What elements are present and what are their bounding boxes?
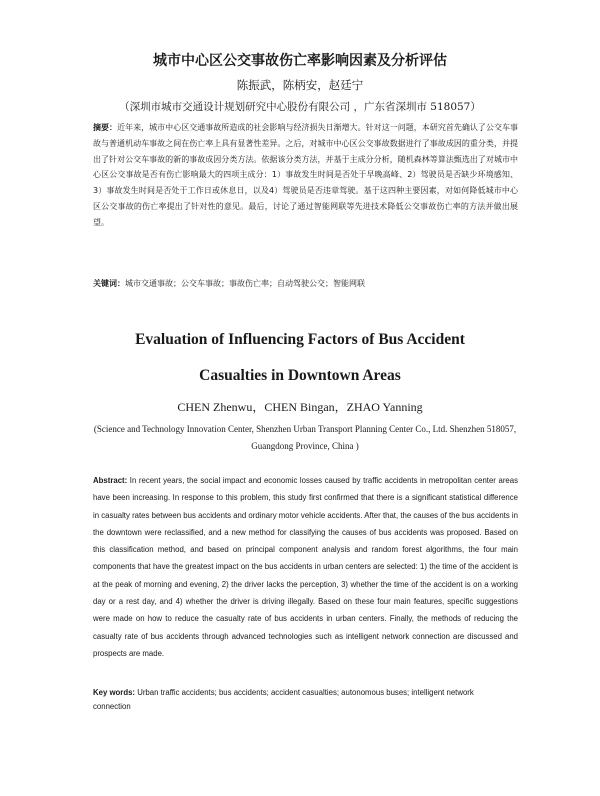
chinese-affiliation: （深圳市城市交通设计规划研究中心股份有限公司 ，广东省深圳市 518057） [119, 101, 481, 113]
english-affiliation: (Science and Technology Innovation Center, Shenzhen Urban Transport Planning Center Co., Ltd. Shenzhen 518057, Guangdong Province, China ) [93, 424, 517, 451]
chinese-abstract-label: 摘要： [93, 123, 118, 132]
english-authors: CHEN Zhenwu，CHEN Bingan，ZHAO Yanning [177, 400, 423, 414]
english-keywords [93, 686, 493, 714]
chinese-keywords [93, 278, 523, 289]
english-abstract-text: In recent years, the social impact and economic losses caused by traffic accidents in metropolitan center areas have been increasing. In response to this problem, this study first confirmed that there is a significant statistical difference in casualty rates between bus accidents and ordinary motor vehicle accidents. After that, the causes of the bus accidents in the downtown were reclassified, and a new method for classifying the causes of bus accidents was proposed. Based on this classification method, and based on principal component analysis and random forest algorithms, the four main components that have the greatest impact on the bus accidents in urban centers are selected: 1) the time of the accident is at the peak of morning and evening, 2) the driver lacks the perception, 3) whether the time of the accident is on a working day or a rest day, and 4) whether the driver is driving illegally. Based on these four main features, specific suggestions were made on how to reduce the casualty rate of bus accidents in urban centers. Finally, the methods of reducing the casualty rate of bus accidents through advanced technologies such as intelligent network connection are discussed and prospects are made. [93, 476, 518, 658]
english-abstract [93, 472, 518, 662]
chinese-keywords-label: 关键词： [93, 279, 125, 288]
english-keywords-label: Key words: [93, 688, 136, 697]
chinese-authors: 陈振武，陈柄安，赵廷宁 [236, 78, 364, 92]
english-keywords-text: Urban traffic accidents; bus accidents; accident casualties; autonomous buses; intelligent network connection [93, 688, 474, 711]
english-abstract-label: Abstract: [93, 476, 128, 485]
chinese-keywords-text: 城市交通事故；公交车事故；事故伤亡率；自动驾驶公交；智能网联 [125, 279, 365, 288]
chinese-abstract-text: 近年来，城市中心区交通事故所造成的社会影响与经济损失日渐增大。针对这一问题，本研究首先确认了公交车事故与普通机动车事故之间在伤亡率上具有显著性差异。之后，对城市中心区公交事故数据进行了事故成因的重分类，并提出了针对公交车事故的新的事故成因分类方法。依据该分类方法，并基于主成分分析，随机森林等算法甄选出了对城市中心区公交事故是否有伤亡影响最大的四项主成分：1）事故发生时间是否处于早晚高峰、2）驾驶员是否缺少环境感知、3）事故发生时间是否处于工作日或休息日，以及4）驾驶员是否违章驾驶。基于这四种主要因素，对如何降低城市中心区公交事故的伤亡率提出了针对性的意见。最后，讨论了通过智能网联等先进技术降低公交事故伤亡率的方法并做出展望。 [93, 123, 518, 227]
chinese-title: 城市中心区公交事故伤亡率影响因素及分析评估 [153, 53, 447, 69]
english-title: Evaluation of Influencing Factors of Bus Accident Casualties in Downtown Areas [135, 331, 465, 384]
chinese-abstract [93, 120, 518, 231]
